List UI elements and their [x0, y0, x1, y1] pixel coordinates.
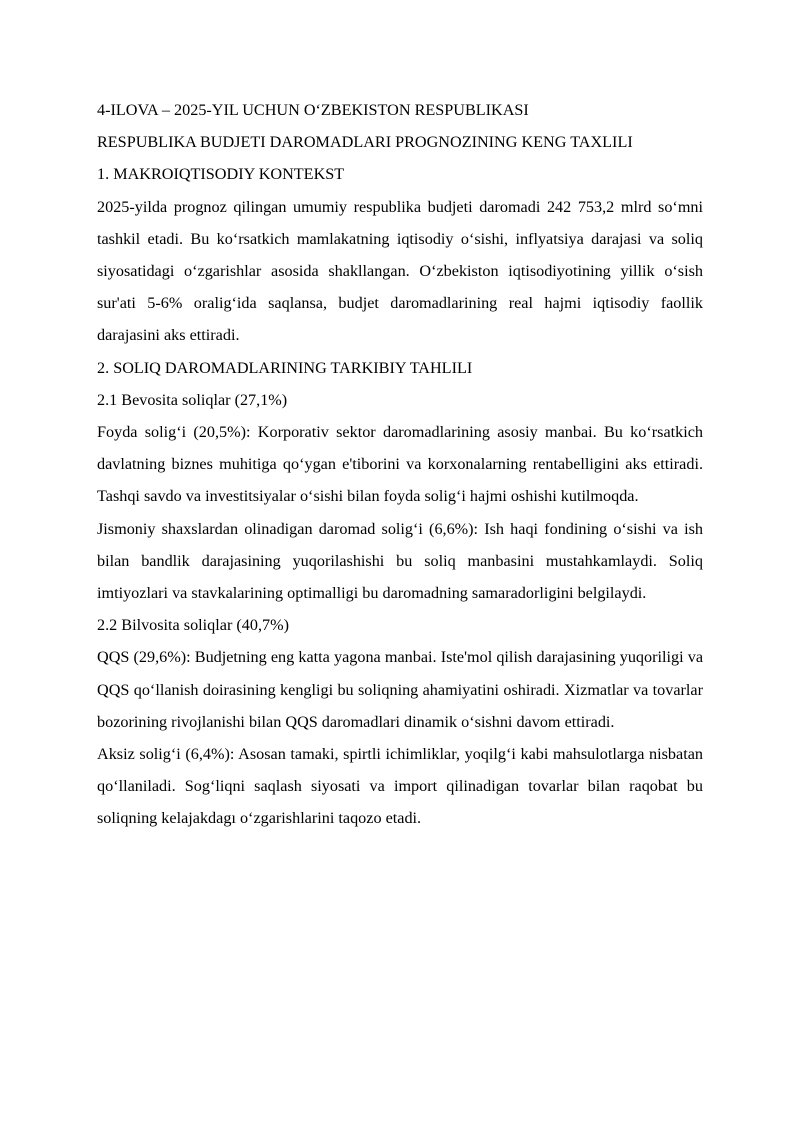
section-1-heading: 1. MAKROIQTISODIY KONTEKST [97, 165, 345, 184]
section-1-paragraph: 2025-yilda prognoz qilingan umumiy respublika budjeti daromadi 242 753,2 mlrd soʻmni tashkil etadi. Bu koʻrsatkich mamlakatning iqtisodiy oʻsishi, inflyatsiya darajasi va soliq siyosatidagi oʻzgarishlar asosida shakllangan. Oʻzbekiston iqtisodiyotining yillik oʻsish sur'ati 5-6% oraligʻida saqlansa, budjet daromadlarining real hajmi iqtisodiy faollik darajasini aks ettiradi. [97, 197, 703, 345]
document-page [97, 94, 703, 835]
paragraph-profit-tax: Foyda soligʻi (20,5%): Korporativ sektor daromadlarining asosiy manbai. Bu koʻrsatkich davlatning biznes muhitiga qoʻygan e'tiborini va korxonalarning rentabelligini aks ettiradi. Tashqi savdo va investitsiyalar oʻsishi bilan foyda soligʻi hajmi oshishi kutilmoqda. [97, 423, 703, 506]
document-title-line-1: 4-ILOVA – 2025-YIL UCHUN OʻZBEKISTON RESPUBLIKASI [97, 101, 529, 119]
paragraph-personal-income-tax: Jismoniy shaxslardan olinadigan daromad soligʻi (6,6%): Ish haqi fondining oʻsishi va ish bilan bandlik darajasining yuqorilashishi bu soliq manbasini mustahkamlaydi. Soliq imtiyozlari va stavkalarining optimalligi bu daromadning samaradorligini belgilaydi. [97, 519, 703, 603]
subsection-2-1-heading: 2.1 Bevosita soliqlar (27,1%) [97, 390, 288, 409]
paragraph-vat: QQS (29,6%): Budjetning eng katta yagona manbai. Iste'mol qilish darajasining yuqoriligi va QQS qoʻllanish doirasining kengligi bu soliqning ahamiyatini oshiradi. Xizmatlar va tovarlar bozorining rivojlanishi bilan QQS daromadlari dinamik oʻsishni davom ettiradi. [97, 648, 703, 731]
section-2-heading: 2. SOLIQ DAROMADLARINING TARKIBIY TAHLILI [97, 358, 473, 377]
subsection-2-2-heading: 2.2 Bilvosita soliqlar (40,7%) [97, 616, 289, 635]
document-title-line-2: RESPUBLIKA BUDJETI DAROMADLARI PROGNOZINING KENG TAXLILI [97, 133, 633, 152]
paragraph-excise-tax: Aksiz soligʻi (6,4%): Asosan tamaki, spirtli ichimliklar, yoqilgʻi kabi mahsulotlarga nisbatan qoʻllaniladi. Sogʻliqni saqlash siyosati va import qilinadigan tovarlar bilan raqobat bu soliqning kelajakdagı oʻzgarishlarini taqozo etadi. [97, 745, 703, 828]
